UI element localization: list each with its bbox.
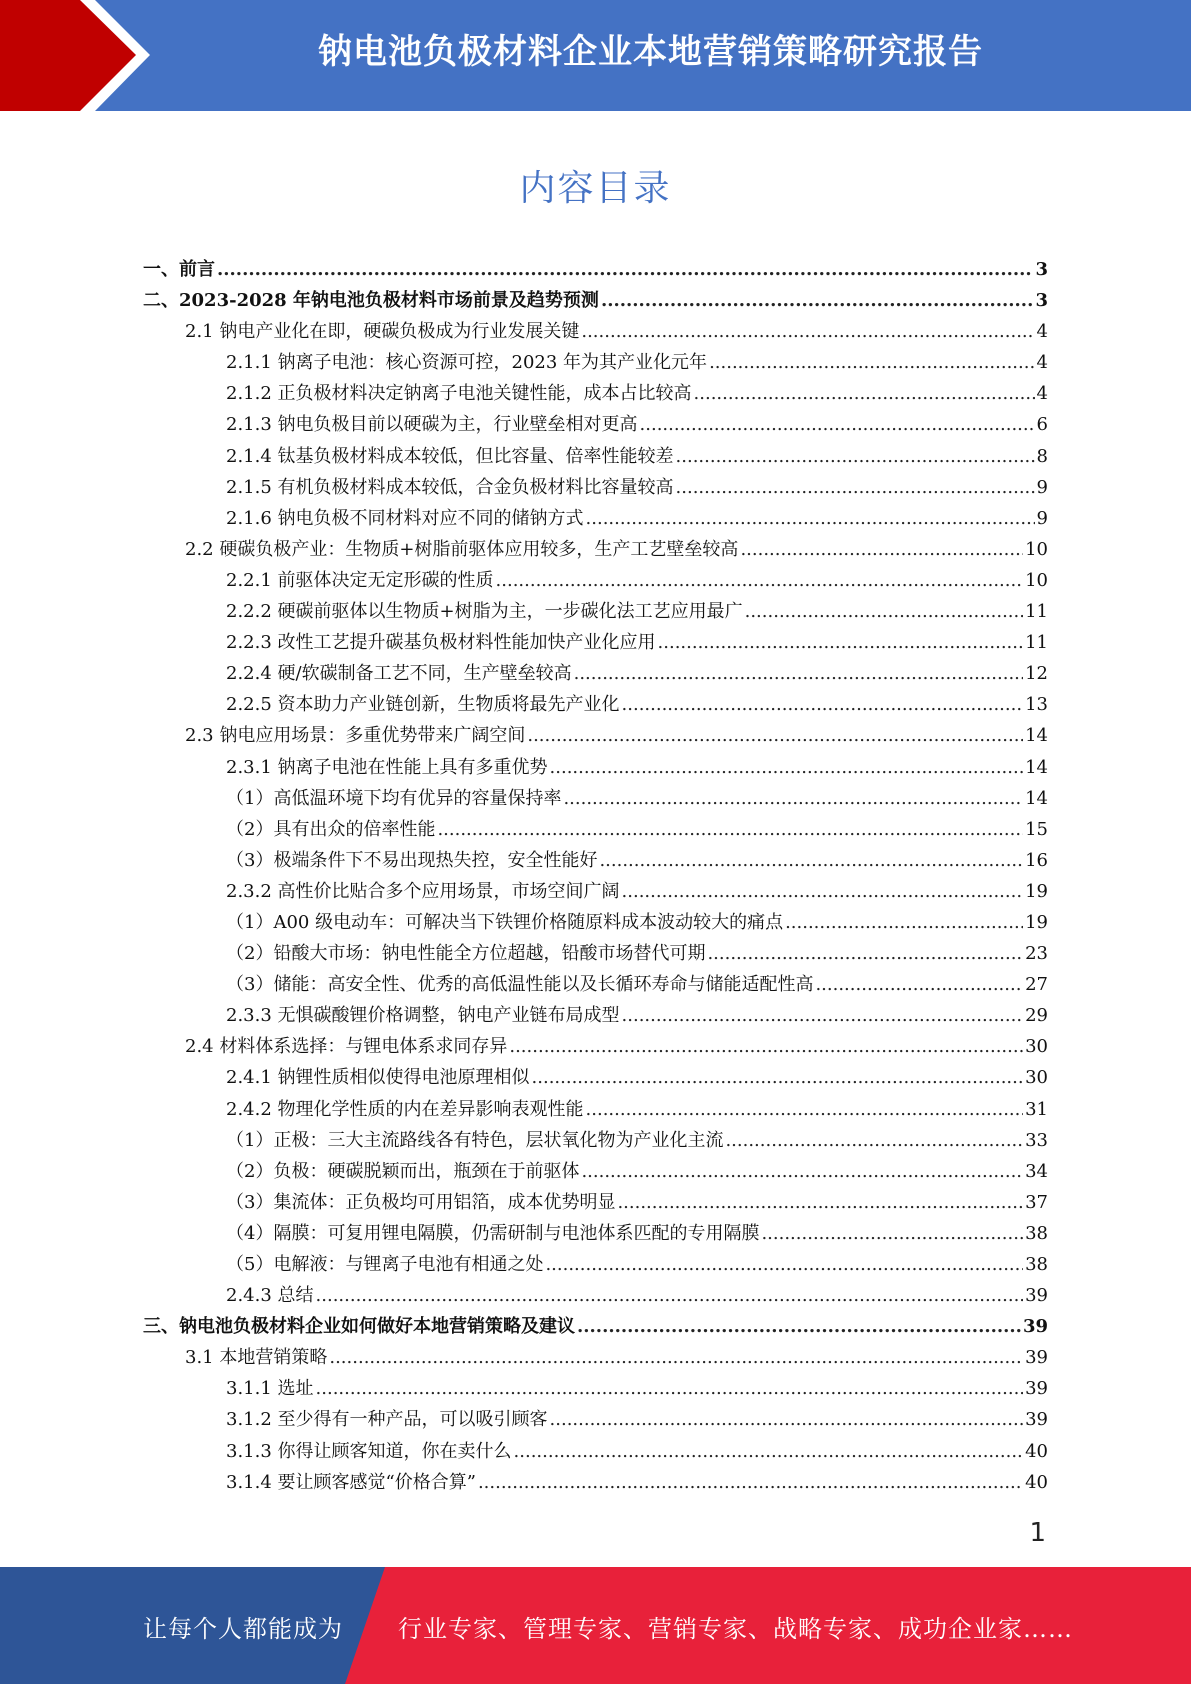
toc-entry-page: 14 [1025, 725, 1048, 747]
toc-entry[interactable] [143, 1187, 1048, 1218]
toc-entry-page: 19 [1025, 880, 1048, 902]
toc-entry[interactable] [143, 1218, 1048, 1249]
toc-entry-page: 4 [1036, 383, 1048, 405]
toc-entry-title: 2.3.3 无惧碳酸锂价格调整，钠电产业链布局成型 [226, 1005, 620, 1027]
toc-entry-title: 2.3.2 高性价比贴合多个应用场景，市场空间广阔 [226, 880, 620, 902]
toc-entry[interactable] [143, 627, 1048, 658]
toc-entry-page: 29 [1025, 1005, 1048, 1027]
toc-entry[interactable] [143, 814, 1048, 845]
toc-entry-title: （3）极端条件下不易出现热失控，安全性能好 [226, 849, 598, 871]
toc-leader-dots [577, 1311, 1021, 1342]
toc-entry-page: 40 [1025, 1471, 1048, 1493]
toc-entry-title: 3.1.2 至少得有一种产品，可以吸引顾客 [226, 1409, 548, 1431]
toc-entry-page: 4 [1036, 321, 1048, 343]
table-of-contents [143, 254, 1048, 1498]
toc-entry[interactable] [143, 752, 1048, 783]
toc-leader-dots [217, 254, 1033, 285]
toc-entry-title: （1）正极：三大主流路线各有特色，层状氧化物为产业化主流 [226, 1129, 724, 1151]
toc-entry-title: 2.4.3 总结 [226, 1285, 314, 1307]
toc-leader-dots [514, 1436, 1024, 1467]
toc-leader-dots [709, 347, 1034, 378]
toc-entry[interactable] [143, 969, 1048, 1000]
toc-entry-title: 2.2.4 硬/软碳制备工艺不同，生产壁垒较高 [226, 663, 572, 685]
toc-entry[interactable] [143, 565, 1048, 596]
toc-entry-page: 39 [1025, 1285, 1048, 1307]
toc-entry-title: 2.4.1 钠锂性质相似使得电池原理相似 [226, 1067, 530, 1089]
toc-entry[interactable] [143, 503, 1048, 534]
toc-leader-dots [545, 1249, 1023, 1280]
toc-entry[interactable] [143, 1249, 1048, 1280]
toc-entry-page: 40 [1025, 1440, 1048, 1462]
toc-entry-title: 2.1.2 正负极材料决定钠离子电池关键性能，成本占比较高 [226, 383, 692, 405]
toc-entry-page: 39 [1022, 1316, 1048, 1338]
toc-entry-page: 3 [1035, 259, 1048, 280]
toc-entry-title: （5）电解液：与锂离子电池有相通之处 [226, 1254, 544, 1275]
toc-leader-dots [550, 752, 1024, 783]
toc-entry-page: 39 [1025, 1409, 1048, 1431]
toc-leader-dots [815, 969, 1023, 1000]
toc-entry[interactable] [143, 1467, 1048, 1498]
toc-entry[interactable] [143, 534, 1048, 565]
toc-entry[interactable] [143, 1373, 1048, 1404]
toc-entry-page: 13 [1025, 694, 1048, 716]
toc-entry[interactable] [143, 907, 1048, 938]
toc-entry-page: 39 [1025, 1378, 1048, 1400]
toc-entry-page: 19 [1025, 911, 1048, 933]
toc-entry-page: 11 [1025, 632, 1048, 654]
toc-leader-dots [581, 316, 1034, 347]
toc-entry[interactable] [143, 689, 1048, 720]
toc-entry-page: 15 [1025, 818, 1048, 840]
toc-entry-title: 2.4 材料体系选择：与锂电体系求同存异 [185, 1036, 508, 1058]
toc-entry-page: 9 [1036, 476, 1048, 498]
toc-entry-title: （4）隔膜：可复用锂电隔膜，仍需研制与电池体系匹配的专用隔膜 [226, 1222, 760, 1244]
toc-leader-dots [761, 1218, 1023, 1249]
toc-leader-dots [676, 472, 1035, 503]
toc-entry-title: 2.1.1 钠离子电池：核心资源可控，2023 年为其产业化元年 [226, 352, 708, 374]
toc-leader-dots [574, 658, 1024, 689]
toc-entry-title: 2.2.2 硬碳前驱体以生物质+树脂为主，一步碳化法工艺应用最广 [226, 601, 743, 623]
toc-leader-dots [622, 876, 1024, 907]
toc-entry[interactable] [143, 658, 1048, 689]
toc-leader-dots [725, 1125, 1023, 1156]
toc-entry-page: 9 [1036, 507, 1048, 529]
toc-entry[interactable] [143, 1094, 1048, 1125]
toc-entry-page: 39 [1025, 1347, 1048, 1369]
toc-entry[interactable] [143, 1156, 1048, 1187]
toc-entry-page: 3 [1035, 290, 1048, 312]
page-number: 1 [1029, 1518, 1046, 1548]
toc-entry[interactable] [143, 1404, 1048, 1435]
toc-leader-dots [527, 720, 1023, 751]
toc-entry-title: （3）储能：高安全性、优秀的高低温性能以及长循环寿命与储能适配性高 [226, 974, 814, 996]
toc-leader-dots [617, 1187, 1023, 1218]
toc-entry[interactable] [143, 472, 1048, 503]
toc-entry[interactable] [143, 316, 1048, 347]
toc-entry[interactable] [143, 1342, 1048, 1373]
toc-leader-dots [316, 1373, 1024, 1404]
toc-entry-page: 6 [1036, 414, 1048, 436]
toc-entry[interactable] [143, 596, 1048, 627]
toc-entry-page: 31 [1025, 1098, 1048, 1120]
toc-entry-page: 14 [1025, 787, 1048, 809]
toc-entry-page: 30 [1025, 1067, 1048, 1089]
toc-leader-dots [785, 907, 1023, 938]
toc-entry-title: 2.2.5 资本助力产业链创新，生物质将最先产业化 [226, 694, 620, 716]
toc-entry-title: 3.1.4 要让顾客感觉“价格合算” [226, 1471, 476, 1493]
toc-leader-dots [532, 1062, 1024, 1093]
toc-leader-dots [676, 441, 1035, 472]
toc-entry[interactable] [143, 1436, 1048, 1467]
toc-leader-dots [599, 845, 1023, 876]
toc-leader-dots [601, 285, 1034, 316]
toc-entry-page: 34 [1025, 1160, 1048, 1182]
toc-leader-dots [740, 534, 1023, 565]
toc-entry-page: 37 [1025, 1191, 1048, 1213]
toc-entry-title: （1）高低温环境下均有优异的容量保持率 [226, 787, 562, 809]
toc-entry-page: 12 [1025, 663, 1048, 685]
toc-entry[interactable] [143, 1280, 1048, 1311]
toc-leader-dots [329, 1342, 1023, 1373]
toc-entry-title: 2.3.1 钠离子电池在性能上具有多重优势 [226, 756, 548, 778]
toc-leader-dots [496, 565, 1024, 596]
toc-entry-title: （2）负极：硬碳脱颖而出，瓶颈在于前驱体 [226, 1160, 580, 1182]
toc-entry-title: 2.2 硬碳负极产业：生物质+树脂前驱体应用较多，生产工艺壁垒较高 [185, 538, 739, 560]
toc-entry-title: 3.1 本地营销策略 [185, 1347, 328, 1369]
toc-leader-dots [478, 1467, 1023, 1498]
toc-entry-title: 2.2.1 前驱体决定无定形碳的性质 [226, 569, 494, 591]
toc-leader-dots [707, 938, 1023, 969]
toc-entry-page: 23 [1025, 943, 1048, 965]
toc-entry-page: 10 [1025, 538, 1048, 560]
toc-entry-page: 33 [1025, 1129, 1048, 1151]
toc-entry-page: 27 [1025, 974, 1048, 996]
toc-entry[interactable] [143, 347, 1048, 378]
toc-leader-dots [550, 1404, 1024, 1435]
toc-entry-title: 2.4.2 物理化学性质的内在差异影响表观性能 [226, 1098, 584, 1120]
toc-entry-title: （1）A00 级电动车：可解决当下铁锂价格随原料成本波动较大的痛点 [226, 911, 784, 933]
toc-entry[interactable] [143, 1125, 1048, 1156]
toc-entry-page: 16 [1025, 849, 1048, 871]
toc-entry[interactable] [143, 441, 1048, 472]
toc-entry[interactable] [143, 876, 1048, 907]
toc-leader-dots [586, 503, 1035, 534]
toc-leader-dots [622, 1000, 1024, 1031]
toc-entry-title: （3）集流体：正负极均可用铝箔，成本优势明显 [226, 1191, 616, 1213]
page-header [0, 0, 1191, 111]
toc-entry-page: 10 [1025, 569, 1048, 591]
toc-entry-title: 2.1 钠电产业化在即，硬碳负极成为行业发展关键 [185, 321, 580, 343]
toc-entry[interactable] [143, 783, 1048, 814]
toc-leader-dots [745, 596, 1023, 627]
toc-entry-title: 2.1.6 钠电负极不同材料对应不同的储钠方式 [226, 507, 584, 529]
document-title: 钠电池负极材料企业本地营销策略研究报告 [318, 32, 983, 72]
toc-entry[interactable] [143, 378, 1048, 409]
toc-entry[interactable] [143, 409, 1048, 440]
toc-entry[interactable] [143, 938, 1048, 969]
toc-entry[interactable] [143, 1031, 1048, 1062]
toc-entry-title: 2.1.5 有机负极材料成本较低，合金负极材料比容量较高 [226, 476, 674, 498]
red-chevron-logo-icon [0, 0, 150, 111]
toc-entry-title: 3.1.3 你得让顾客知道，你在卖什么 [226, 1440, 512, 1462]
toc-entry[interactable] [143, 845, 1048, 876]
toc-entry[interactable] [143, 1311, 1048, 1342]
toc-heading: 内容目录 [519, 168, 672, 209]
toc-entry-page: 38 [1025, 1222, 1048, 1244]
toc-entry[interactable] [143, 254, 1048, 285]
footer-roles: 行业专家、管理专家、营销专家、战略专家、成功企业家…… [398, 1615, 1073, 1643]
toc-entry-page: 11 [1025, 601, 1048, 623]
toc-entry-page: 8 [1036, 445, 1048, 467]
toc-entry-title: 2.2.3 改性工艺提升碳基负极材料性能加快产业化应用 [226, 632, 656, 654]
toc-leader-dots [509, 1031, 1023, 1062]
toc-entry-title: 2.1.4 钛基负极材料成本较低，但比容量、倍率性能较差 [226, 445, 674, 467]
toc-leader-dots [622, 689, 1024, 720]
toc-entry-page: 38 [1025, 1254, 1048, 1275]
toc-entry[interactable] [143, 720, 1048, 751]
toc-entry-title: 3.1.1 选址 [226, 1378, 314, 1400]
toc-entry-title: （2）铅酸大市场：钠电性能全方位超越，铅酸市场替代可期 [226, 943, 706, 965]
toc-leader-dots [581, 1156, 1023, 1187]
toc-entry[interactable] [143, 1062, 1048, 1093]
page-footer [0, 1567, 1191, 1684]
footer-slogan: 让每个人都能成为 [143, 1615, 343, 1643]
toc-entry[interactable] [143, 1000, 1048, 1031]
toc-entry-page: 4 [1036, 352, 1048, 374]
toc-entry[interactable] [143, 285, 1048, 316]
toc-entry-title: 2.3 钠电应用场景：多重优势带来广阔空间 [185, 725, 526, 747]
toc-leader-dots [437, 814, 1023, 845]
toc-entry-title: 二、2023-2028 年钠电池负极材料市场前景及趋势预测 [143, 290, 599, 312]
toc-entry-title: （2）具有出众的倍率性能 [226, 818, 436, 840]
toc-entry-title: 一、前言 [143, 259, 215, 280]
toc-leader-dots [640, 409, 1035, 440]
toc-leader-dots [658, 627, 1024, 658]
toc-entry-title: 2.1.3 钠电负极目前以硬碳为主，行业壁垒相对更高 [226, 414, 638, 436]
toc-leader-dots [316, 1280, 1024, 1311]
toc-entry-page: 30 [1025, 1036, 1048, 1058]
toc-entry-page: 14 [1025, 756, 1048, 778]
toc-leader-dots [563, 783, 1023, 814]
toc-leader-dots [694, 378, 1035, 409]
toc-leader-dots [586, 1094, 1024, 1125]
toc-entry-title: 三、钠电池负极材料企业如何做好本地营销策略及建议 [143, 1316, 575, 1338]
